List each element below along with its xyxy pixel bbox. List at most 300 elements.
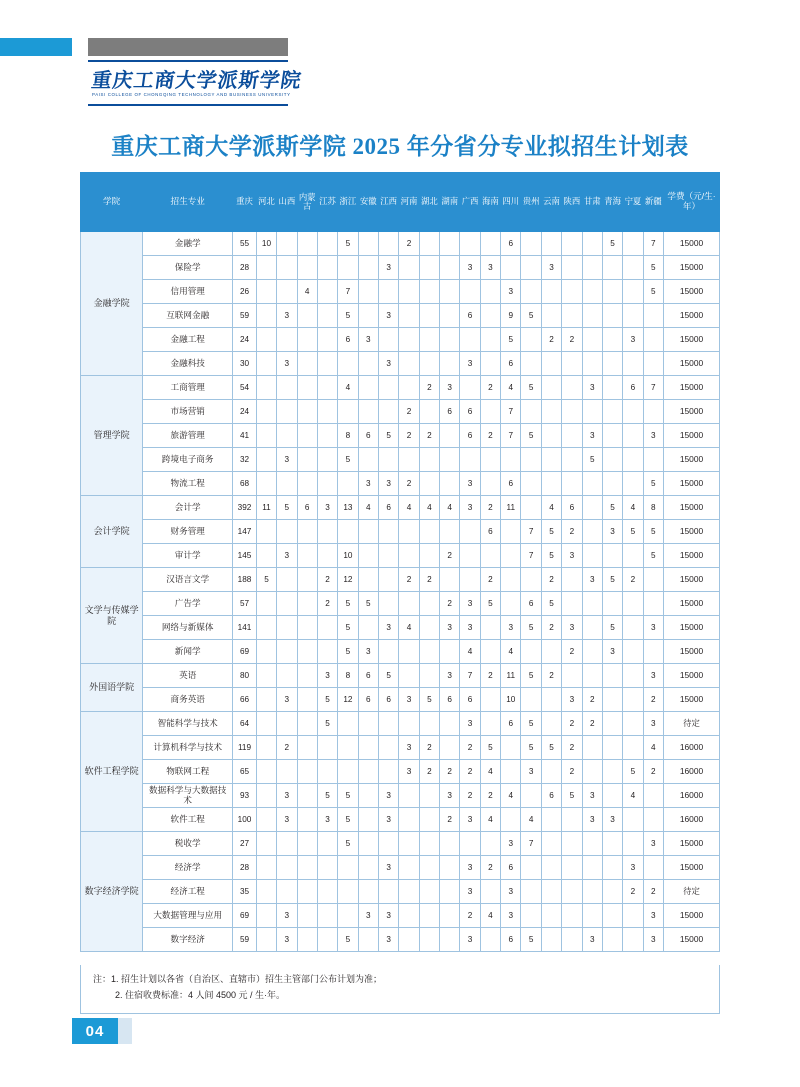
quota-cell <box>623 712 643 736</box>
quota-cell: 4 <box>440 496 460 520</box>
table-row <box>81 880 720 904</box>
quota-cell: 3 <box>501 832 521 856</box>
tuition-fee-cell: 待定 <box>663 880 719 904</box>
quota-cell <box>480 880 500 904</box>
quota-cell <box>582 544 602 568</box>
quota-cell <box>602 544 622 568</box>
quota-cell <box>399 280 419 304</box>
quota-cell <box>256 784 276 808</box>
quota-cell: 6 <box>460 400 480 424</box>
quota-cell: 3 <box>378 808 398 832</box>
quota-cell <box>440 568 460 592</box>
quota-cell: 6 <box>440 400 460 424</box>
quota-cell <box>602 376 622 400</box>
quota-cell <box>338 520 358 544</box>
quota-cell <box>317 760 337 784</box>
quota-cell: 3 <box>460 352 480 376</box>
logo-chinese-name: 重庆工商大学派斯学院 <box>90 70 304 92</box>
quota-cell <box>419 640 439 664</box>
quota-cell <box>419 472 439 496</box>
quota-cell <box>317 880 337 904</box>
quota-cell: 5 <box>480 736 500 760</box>
quota-cell <box>399 832 419 856</box>
quota-cell: 2 <box>317 568 337 592</box>
quota-cell <box>338 736 358 760</box>
quota-cell: 3 <box>643 712 663 736</box>
table-row <box>81 928 720 952</box>
quota-cell <box>277 232 297 256</box>
quota-cell <box>480 688 500 712</box>
quota-cell <box>277 472 297 496</box>
quota-cell <box>256 904 276 928</box>
quota-cell <box>521 568 541 592</box>
quota-cell: 28 <box>233 256 257 280</box>
quota-cell: 2 <box>440 544 460 568</box>
quota-cell: 4 <box>460 640 480 664</box>
quota-cell <box>297 592 317 616</box>
quota-cell: 3 <box>460 616 480 640</box>
quota-cell: 7 <box>460 664 480 688</box>
quota-cell: 2 <box>440 592 460 616</box>
quota-cell <box>297 328 317 352</box>
quota-cell: 5 <box>582 448 602 472</box>
quota-cell: 3 <box>460 712 480 736</box>
tuition-fee-cell: 15000 <box>663 352 719 376</box>
quota-cell: 4 <box>501 640 521 664</box>
quota-cell: 6 <box>501 352 521 376</box>
quota-cell <box>460 832 480 856</box>
quota-cell <box>297 304 317 328</box>
quota-cell: 6 <box>358 688 378 712</box>
quota-cell <box>277 328 297 352</box>
tuition-fee-cell: 16000 <box>663 760 719 784</box>
quota-cell <box>297 664 317 688</box>
quota-cell <box>480 712 500 736</box>
quota-cell: 28 <box>233 856 257 880</box>
quota-cell <box>541 424 561 448</box>
quota-cell: 3 <box>378 616 398 640</box>
quota-cell: 3 <box>562 544 582 568</box>
quota-cell: 5 <box>623 520 643 544</box>
quota-cell <box>582 232 602 256</box>
college-name-cell: 软件工程学院 <box>81 712 143 832</box>
quota-cell <box>582 760 602 784</box>
quota-cell <box>623 688 643 712</box>
quota-cell <box>541 880 561 904</box>
quota-cell <box>358 280 378 304</box>
quota-cell: 3 <box>623 856 643 880</box>
quota-cell: 5 <box>378 424 398 448</box>
quota-cell <box>297 400 317 424</box>
quota-cell: 3 <box>378 928 398 952</box>
quota-cell <box>501 592 521 616</box>
quota-cell <box>562 352 582 376</box>
quota-cell <box>297 520 317 544</box>
quota-cell: 4 <box>501 376 521 400</box>
quota-cell: 6 <box>378 688 398 712</box>
quota-cell: 3 <box>317 496 337 520</box>
quota-cell <box>440 640 460 664</box>
quota-cell: 2 <box>541 616 561 640</box>
table-row <box>81 424 720 448</box>
page-title: 重庆工商大学派斯学院 2025 年分省分专业拟招生计划表 <box>111 134 689 159</box>
quota-cell: 5 <box>358 592 378 616</box>
quota-cell: 4 <box>480 904 500 928</box>
major-name-cell: 网络与新媒体 <box>143 616 233 640</box>
quota-cell: 7 <box>643 232 663 256</box>
quota-cell <box>480 616 500 640</box>
quota-cell <box>297 832 317 856</box>
quota-cell: 5 <box>378 664 398 688</box>
quota-cell <box>297 928 317 952</box>
quota-cell: 2 <box>541 664 561 688</box>
quota-cell: 3 <box>358 472 378 496</box>
quota-cell <box>582 496 602 520</box>
quota-cell <box>480 832 500 856</box>
major-name-cell: 财务管理 <box>143 520 233 544</box>
tuition-fee-cell: 15000 <box>663 520 719 544</box>
quota-cell <box>277 856 297 880</box>
quota-cell <box>358 880 378 904</box>
quota-cell <box>582 664 602 688</box>
quota-cell <box>399 520 419 544</box>
quota-cell <box>623 928 643 952</box>
quota-cell <box>480 328 500 352</box>
quota-cell: 141 <box>233 616 257 640</box>
major-name-cell: 跨境电子商务 <box>143 448 233 472</box>
quota-cell <box>358 568 378 592</box>
quota-cell: 3 <box>460 856 480 880</box>
quota-cell: 7 <box>338 280 358 304</box>
quota-cell <box>440 424 460 448</box>
table-row <box>81 328 720 352</box>
quota-cell <box>256 736 276 760</box>
quota-cell <box>277 280 297 304</box>
quota-cell <box>317 520 337 544</box>
quota-cell <box>419 904 439 928</box>
table-col-header: 招生专业 <box>143 173 233 232</box>
quota-cell: 3 <box>460 592 480 616</box>
table-row <box>81 304 720 328</box>
quota-cell: 66 <box>233 688 257 712</box>
quota-cell <box>256 928 276 952</box>
quota-cell <box>419 256 439 280</box>
quota-cell: 4 <box>297 280 317 304</box>
major-name-cell: 金融学 <box>143 232 233 256</box>
quota-cell <box>602 400 622 424</box>
quota-cell <box>317 616 337 640</box>
quota-cell <box>358 808 378 832</box>
quota-cell <box>297 616 317 640</box>
major-name-cell: 物联网工程 <box>143 760 233 784</box>
table-row <box>81 472 720 496</box>
quota-cell: 5 <box>602 232 622 256</box>
quota-cell <box>623 736 643 760</box>
quota-cell <box>643 352 663 376</box>
quota-cell <box>582 736 602 760</box>
tuition-fee-cell: 16000 <box>663 808 719 832</box>
quota-cell: 3 <box>623 328 643 352</box>
quota-cell <box>277 400 297 424</box>
quota-cell <box>501 520 521 544</box>
quota-cell <box>602 328 622 352</box>
quota-cell <box>521 232 541 256</box>
quota-cell: 3 <box>378 352 398 376</box>
quota-cell <box>256 832 276 856</box>
quota-cell <box>297 472 317 496</box>
major-name-cell: 商务英语 <box>143 688 233 712</box>
quota-cell <box>256 376 276 400</box>
quota-cell: 11 <box>501 664 521 688</box>
tuition-fee-cell: 待定 <box>663 712 719 736</box>
quota-cell: 2 <box>399 472 419 496</box>
quota-cell <box>277 880 297 904</box>
quota-cell <box>521 856 541 880</box>
quota-cell <box>460 328 480 352</box>
quota-cell <box>582 520 602 544</box>
table-col-header: 浙江 <box>338 173 358 232</box>
tuition-fee-cell: 15000 <box>663 616 719 640</box>
quota-cell <box>480 640 500 664</box>
quota-cell <box>399 880 419 904</box>
major-name-cell: 旅游管理 <box>143 424 233 448</box>
quota-cell <box>256 304 276 328</box>
quota-cell <box>480 304 500 328</box>
quota-cell: 8 <box>643 496 663 520</box>
quota-cell <box>602 736 622 760</box>
college-name-cell: 金融学院 <box>81 232 143 376</box>
quota-cell: 3 <box>643 832 663 856</box>
quota-cell: 147 <box>233 520 257 544</box>
quota-cell <box>541 688 561 712</box>
quota-cell: 3 <box>460 808 480 832</box>
quota-cell <box>643 592 663 616</box>
quota-cell <box>338 400 358 424</box>
quota-cell <box>521 688 541 712</box>
quota-cell: 27 <box>233 832 257 856</box>
major-name-cell: 会计学 <box>143 496 233 520</box>
quota-cell <box>562 304 582 328</box>
quota-cell: 4 <box>399 496 419 520</box>
quota-cell <box>419 232 439 256</box>
quota-cell <box>602 352 622 376</box>
tuition-fee-cell: 15000 <box>663 544 719 568</box>
quota-cell: 3 <box>562 688 582 712</box>
quota-cell: 6 <box>378 496 398 520</box>
quota-cell <box>256 712 276 736</box>
quota-cell <box>256 520 276 544</box>
quota-cell: 2 <box>419 424 439 448</box>
quota-cell <box>256 280 276 304</box>
quota-cell <box>643 400 663 424</box>
quota-cell <box>602 760 622 784</box>
quota-cell: 7 <box>501 400 521 424</box>
quota-cell: 6 <box>623 376 643 400</box>
quota-cell <box>623 352 643 376</box>
quota-cell <box>338 712 358 736</box>
quota-cell <box>297 424 317 448</box>
quota-cell <box>358 784 378 808</box>
table-row <box>81 520 720 544</box>
quota-cell <box>419 328 439 352</box>
quota-cell: 5 <box>256 568 276 592</box>
table-col-header: 学院 <box>81 173 143 232</box>
quota-cell: 4 <box>541 496 561 520</box>
quota-cell <box>460 568 480 592</box>
quota-cell <box>521 904 541 928</box>
quota-cell <box>440 448 460 472</box>
quota-cell <box>602 928 622 952</box>
quota-cell <box>521 400 541 424</box>
quota-cell <box>256 352 276 376</box>
quota-cell: 3 <box>501 880 521 904</box>
quota-cell: 7 <box>643 376 663 400</box>
quota-cell <box>480 544 500 568</box>
table-col-header: 湖南 <box>440 173 460 232</box>
quota-cell: 2 <box>562 520 582 544</box>
quota-cell <box>399 256 419 280</box>
table-row <box>81 496 720 520</box>
tuition-fee-cell: 15000 <box>663 424 719 448</box>
quota-cell: 9 <box>501 304 521 328</box>
quota-cell: 5 <box>521 304 541 328</box>
quota-cell <box>256 688 276 712</box>
quota-cell <box>297 352 317 376</box>
quota-cell <box>582 880 602 904</box>
quota-cell <box>277 616 297 640</box>
quota-cell <box>256 808 276 832</box>
quota-cell: 69 <box>233 640 257 664</box>
quota-cell <box>521 328 541 352</box>
quota-cell: 5 <box>521 424 541 448</box>
quota-cell <box>256 856 276 880</box>
table-col-header: 四川 <box>501 173 521 232</box>
major-name-cell: 市场营销 <box>143 400 233 424</box>
quota-cell <box>297 760 317 784</box>
major-name-cell: 大数据管理与应用 <box>143 904 233 928</box>
table-col-header: 陕西 <box>562 173 582 232</box>
quota-cell: 35 <box>233 880 257 904</box>
quota-cell: 2 <box>317 592 337 616</box>
quota-cell: 4 <box>419 496 439 520</box>
quota-cell: 5 <box>643 544 663 568</box>
table-header-row <box>81 173 720 232</box>
quota-cell <box>541 376 561 400</box>
quota-cell <box>256 760 276 784</box>
quota-cell <box>317 304 337 328</box>
quota-cell: 4 <box>399 616 419 640</box>
major-name-cell: 税收学 <box>143 832 233 856</box>
quota-cell: 24 <box>233 400 257 424</box>
quota-cell <box>521 496 541 520</box>
quota-cell: 6 <box>562 496 582 520</box>
quota-cell: 4 <box>623 784 643 808</box>
table-col-header: 青海 <box>602 173 622 232</box>
quota-cell <box>541 280 561 304</box>
quota-cell: 93 <box>233 784 257 808</box>
quota-cell <box>460 232 480 256</box>
table-row <box>81 640 720 664</box>
quota-cell <box>562 400 582 424</box>
quota-cell: 80 <box>233 664 257 688</box>
quota-cell <box>582 256 602 280</box>
table-row <box>81 592 720 616</box>
tuition-fee-cell: 15000 <box>663 568 719 592</box>
quota-cell: 2 <box>562 712 582 736</box>
table-row <box>81 736 720 760</box>
table-col-header: 广西 <box>460 173 480 232</box>
quota-cell: 26 <box>233 280 257 304</box>
quota-cell: 3 <box>358 904 378 928</box>
quota-cell <box>399 544 419 568</box>
major-name-cell: 智能科学与技术 <box>143 712 233 736</box>
quota-cell: 12 <box>338 688 358 712</box>
quota-cell: 3 <box>277 904 297 928</box>
quota-cell: 5 <box>338 640 358 664</box>
quota-cell <box>317 832 337 856</box>
tuition-fee-cell: 15000 <box>663 472 719 496</box>
quota-cell: 5 <box>643 472 663 496</box>
quota-cell: 3 <box>378 256 398 280</box>
quota-cell <box>277 760 297 784</box>
quota-cell: 65 <box>233 760 257 784</box>
tuition-fee-cell: 15000 <box>663 928 719 952</box>
quota-cell: 2 <box>480 664 500 688</box>
table-row <box>81 352 720 376</box>
tuition-fee-cell: 15000 <box>663 376 719 400</box>
quota-cell: 2 <box>480 424 500 448</box>
quota-cell <box>297 232 317 256</box>
quota-cell <box>602 448 622 472</box>
table-col-header: 江苏 <box>317 173 337 232</box>
table-row <box>81 808 720 832</box>
quota-cell <box>419 400 439 424</box>
quota-cell <box>541 352 561 376</box>
major-name-cell: 广告学 <box>143 592 233 616</box>
quota-cell <box>602 424 622 448</box>
quota-cell: 59 <box>233 304 257 328</box>
quota-cell <box>623 808 643 832</box>
quota-cell: 5 <box>317 688 337 712</box>
quota-cell <box>297 448 317 472</box>
table-col-header: 云南 <box>541 173 561 232</box>
quota-cell <box>440 880 460 904</box>
quota-cell <box>317 400 337 424</box>
tuition-fee-cell: 15000 <box>663 232 719 256</box>
quota-cell <box>297 688 317 712</box>
quota-cell <box>358 544 378 568</box>
major-name-cell: 数字经济 <box>143 928 233 952</box>
quota-cell <box>460 280 480 304</box>
quota-cell: 5 <box>643 256 663 280</box>
table-col-header: 甘肃 <box>582 173 602 232</box>
quota-cell: 4 <box>521 808 541 832</box>
quota-cell: 3 <box>521 760 541 784</box>
quota-cell <box>643 640 663 664</box>
quota-cell: 6 <box>480 520 500 544</box>
quota-cell: 3 <box>501 280 521 304</box>
quota-cell <box>643 304 663 328</box>
quota-cell <box>440 232 460 256</box>
quota-cell: 2 <box>440 808 460 832</box>
quota-cell: 2 <box>399 400 419 424</box>
quota-cell <box>358 400 378 424</box>
table-col-header: 江西 <box>378 173 398 232</box>
quota-cell <box>419 304 439 328</box>
quota-cell: 6 <box>541 784 561 808</box>
quota-cell: 2 <box>480 376 500 400</box>
quota-cell: 3 <box>358 640 378 664</box>
